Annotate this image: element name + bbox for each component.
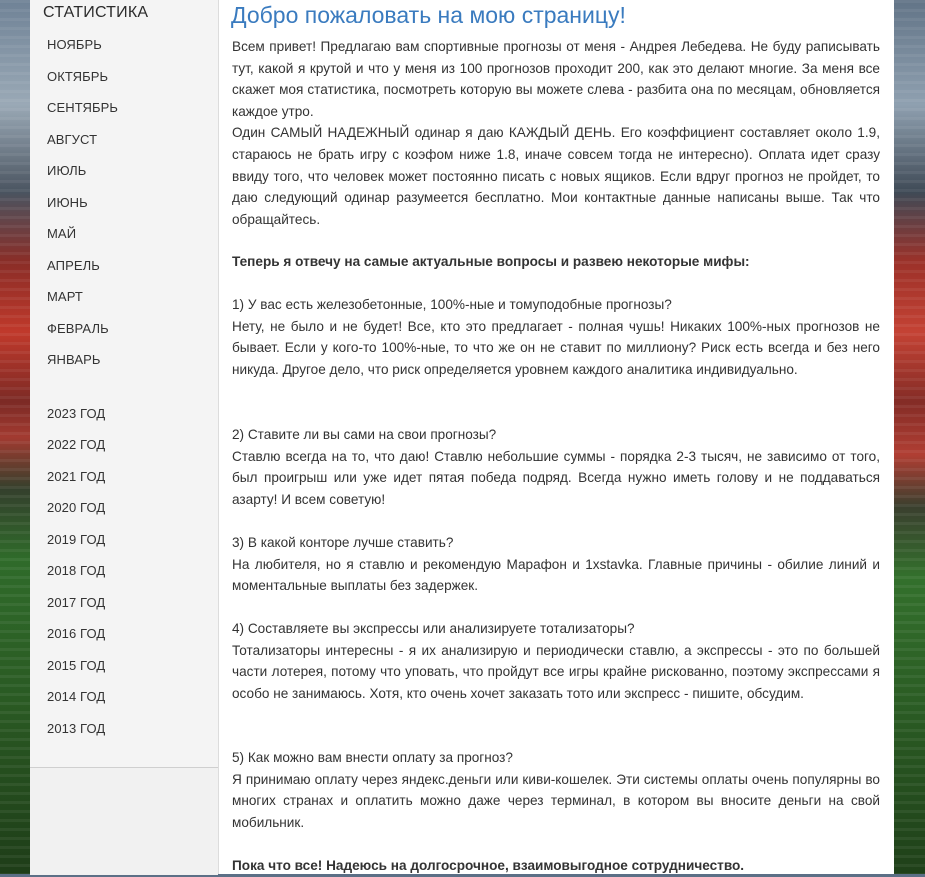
faq-item-5 — [232, 747, 880, 833]
sidebar-item-year-2016[interactable]: 2016 ГОД — [47, 626, 106, 641]
faq-answer-4: Тотализаторы интересны - я их анализирую и периодически ставлю, а экспрессы - это по большей части лотерея, потому что уповать, что пройдут все игры крайне рискованно, поэтому экспрессами я особо не занимаюсь. Хотя, кто очень хочет заказать тото или экспресс - пишите, обсудим. — [232, 642, 880, 701]
sidebar-footer-panel — [30, 767, 218, 875]
sidebar-item-october[interactable]: ОКТЯБРЬ — [47, 69, 109, 84]
faq-answer-5: Я принимаю оплату через яндекс.деньги или киви-кошелек. Эти системы оплаты очень популярны во многих странах и оплатить можно даже через терминал, в котором вы вносите деньги на свой мобильник. — [232, 771, 880, 830]
faq-item-3 — [232, 532, 880, 597]
sidebar-item-year-2015[interactable]: 2015 ГОД — [47, 658, 106, 673]
sidebar-item-year-2019[interactable]: 2019 ГОД — [47, 532, 106, 547]
sidebar-item-february[interactable]: ФЕВРАЛЬ — [47, 321, 109, 336]
sidebar-item-june[interactable]: ИЮНЬ — [47, 195, 88, 210]
faq-question-1: 1) У вас есть железобетонные, 100%-ные и томуподобные прогнозы? — [232, 297, 672, 312]
page-title: Добро пожаловать на мою страницу! — [231, 2, 626, 28]
faq-answer-1: Нету, не было и не будет! Все, кто это предлагает - полная чушь! Никаких 100%-ных прогнозов не бывает. Если у кого-то 100%-ные, то что же он не ставит по миллиону? Риск есть всегда и без него никуда. Другое дело, что риск определяется уровнем каждого аналитика индивидуально. — [232, 318, 880, 377]
faq-item-2 — [232, 424, 880, 510]
sidebar-item-november[interactable]: НОЯБРЬ — [47, 37, 102, 52]
faq-question-2: 2) Ставите ли вы сами на свои прогнозы? — [232, 427, 497, 442]
faq-item-1 — [232, 294, 880, 380]
faq-answer-2: Ставлю всегда на то, что даю! Ставлю небольшие суммы - порядка 2-3 тысяч, не зависимо от того, был проигрыш или уже идет пятая победа подряд. Всегда нужно иметь голову и не поддаваться азарту! И всем советую! — [232, 448, 880, 507]
sidebar-item-year-2022[interactable]: 2022 ГОД — [47, 437, 106, 452]
sidebar-item-august[interactable]: АВГУСТ — [47, 132, 98, 147]
faq-heading: Теперь я отвечу на самые актуальные вопросы и развею некоторые мифы: — [232, 254, 750, 269]
intro-paragraph-2: Один САМЫЙ НАДЕЖНЫЙ одинар я даю КАЖДЫЙ ДЕНЬ. Его коэффициент составляет около 1.9, стараюсь не брать игру с коэфом ниже 1.8, иначе совсем тогда не интересно). Оплата идет сразу ввиду того, что человек может постоянно писать с новых ящиков. Если вдруг прогноз не пройдет, то даю следующий одинар разумеется бесплатно. Мои контактные данные написаны выше. Так что обращайтесь. — [232, 125, 880, 227]
sidebar-item-year-2014[interactable]: 2014 ГОД — [47, 689, 106, 704]
sidebar-item-april[interactable]: АПРЕЛЬ — [47, 258, 100, 273]
background-stadium-left — [0, 0, 30, 874]
sidebar-item-july[interactable]: ИЮЛЬ — [47, 163, 87, 178]
sidebar-item-september[interactable]: СЕНТЯБРЬ — [47, 100, 119, 115]
sidebar-item-year-2020[interactable]: 2020 ГОД — [47, 500, 106, 515]
sidebar-item-may[interactable]: МАЙ — [47, 226, 77, 241]
sidebar-item-year-2021[interactable]: 2021 ГОД — [47, 469, 106, 484]
statistics-sidebar — [30, 0, 219, 874]
faq-question-5: 5) Как можно вам внести оплату за прогноз? — [232, 750, 513, 765]
closing-text: Пока что все! Надеюсь на долгосрочное, взаимовыгодное сотрудничество. — [232, 858, 745, 873]
sidebar-item-march[interactable]: МАРТ — [47, 289, 83, 304]
faq-answer-3: На любителя, но я ставлю и рекомендую Марафон и 1xstavka. Главные причины - обилие линий и моментальные выплаты без задержек. — [232, 556, 880, 594]
sidebar-title: СТАТИСТИКА — [43, 4, 149, 21]
faq-question-4: 4) Составляете вы экспрессы или анализируете тотализаторы? — [232, 621, 635, 636]
intro-text — [232, 36, 880, 230]
sidebar-item-january[interactable]: ЯНВАРЬ — [47, 352, 101, 367]
intro-paragraph-1: Всем привет! Предлагаю вам спортивные прогнозы от меня - Андрея Лебедева. Не буду раписывать тут, какой я крутой и что у меня из 100 прогнозов проходит 200, как это делают многие. За меня все скажет моя статистика, посмотреть которую вы можете слева - разбита она по месяцам, обновляется каждое утро. — [232, 39, 880, 119]
main-content — [219, 0, 894, 874]
background-stadium-right — [894, 0, 925, 874]
sidebar-item-year-2013[interactable]: 2013 ГОД — [47, 721, 106, 736]
faq-item-4 — [232, 618, 880, 704]
faq-question-3: 3) В какой конторе лучше ставить? — [232, 535, 454, 550]
sidebar-item-year-2018[interactable]: 2018 ГОД — [47, 563, 106, 578]
sidebar-item-year-2023[interactable]: 2023 ГОД — [47, 406, 106, 421]
sidebar-item-year-2017[interactable]: 2017 ГОД — [47, 595, 106, 610]
